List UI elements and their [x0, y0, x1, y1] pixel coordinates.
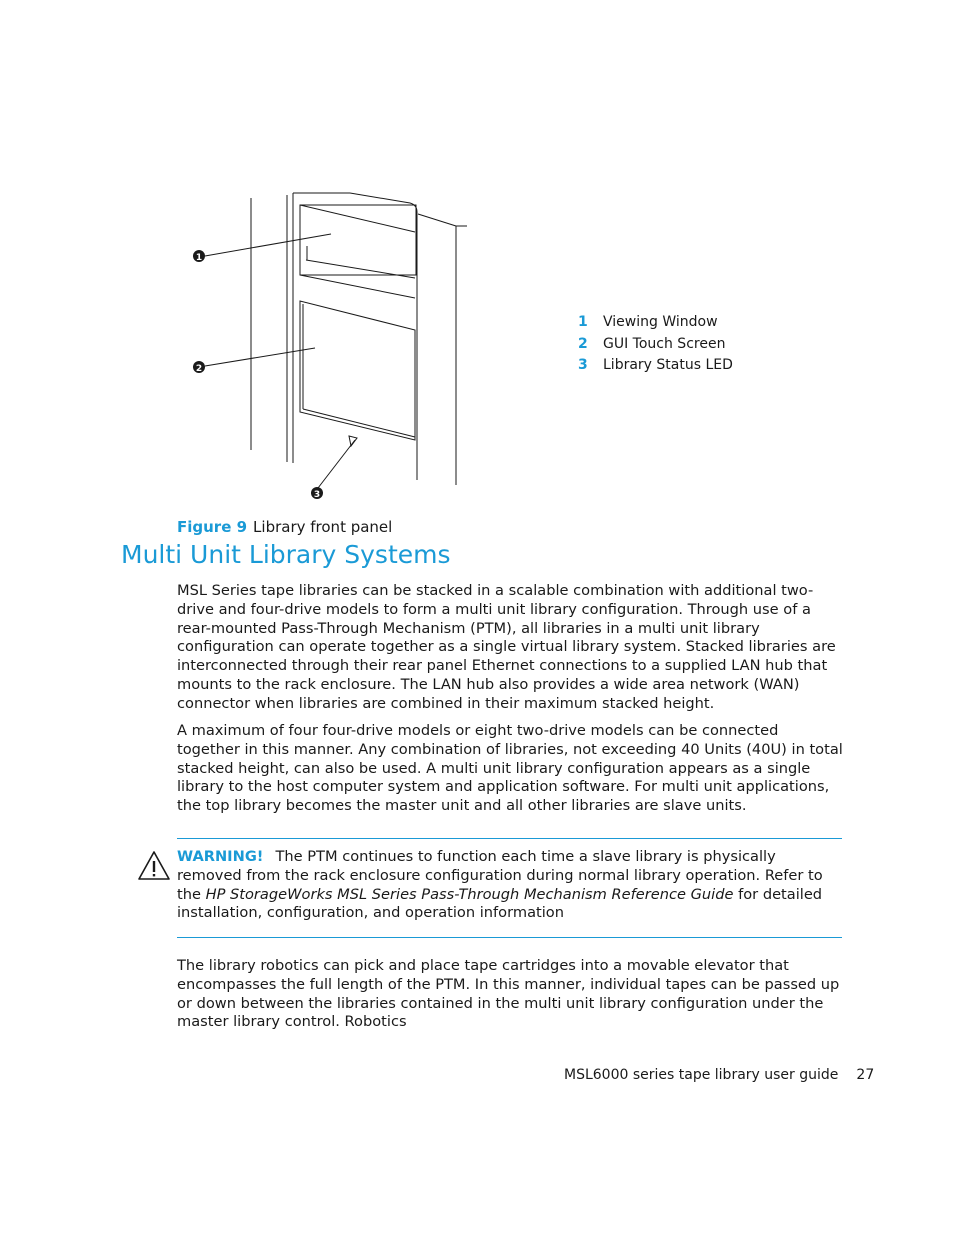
body-paragraph-1: MSL Series tape libraries can be stacked in a scalable combination with additional two-drive and four-drive models to form a multi unit library configuration. Through use of a rear-mounted Pass-Through Mechanism (PTM), all libraries in a multi unit library configuration can operate together as a single virtual library system. Stacked libraries are interconnected through their rear panel Ethernet connections to a supplied LAN hub that mounts to the rack enclosure. The LAN hub also provides a wide area network (WAN) connector when libraries are combined in their maximum stacked height. — [177, 582, 836, 712]
body-paragraph-3: The library robotics can pick and place tape cartridges into a movable elevator that encompasses the full length of the PTM. In this manner, individual tapes can be passed up or down between the libraries contained in the multi unit library configuration under the master library control. Robotics — [177, 957, 840, 1031]
legend-label: GUI Touch Screen — [603, 335, 726, 352]
warning-label: WARNING! — [177, 848, 264, 865]
legend-label: Library Status LED — [603, 357, 733, 373]
warning-top-divider — [177, 838, 842, 839]
legend-item-library-status-led — [578, 355, 733, 377]
legend-number: 3 — [578, 357, 588, 373]
warning-text-after: for detailed installation, configuration, and operation information — [177, 885, 823, 922]
page-footer — [564, 1067, 874, 1083]
warning-bottom-divider — [177, 937, 842, 938]
figure-caption-text: Library front panel — [253, 518, 393, 536]
callout-3-icon — [311, 487, 323, 500]
library-front-panel-figure — [180, 185, 480, 505]
legend-number: 2 — [578, 335, 588, 352]
svg-text:2: 2 — [195, 364, 203, 374]
legend-item-viewing-window — [578, 312, 733, 334]
warning-text-before: The PTM continues to function each time a slave library is physically removed from the rack enclosure configuration during normal library operation. Refer to the — [177, 848, 823, 903]
callout-1-icon — [193, 250, 205, 263]
legend-label: Viewing Window — [603, 314, 718, 330]
svg-text:3: 3 — [313, 490, 321, 500]
figure-caption — [177, 518, 392, 536]
legend-item-gui-touch-screen — [578, 334, 733, 356]
figure-legend — [578, 312, 733, 377]
body-paragraph-2: A maximum of four four-drive models or eight two-drive models can be connected together in this manner. Any combination of libraries, not exceeding 40 Units (40U) in total stacked height, can also be used. A multi unit library configuration appears as a single library to the host computer system and application software. For multi unit applications, the top library becomes the master unit and all other libraries are slave units. — [177, 722, 843, 815]
footer-guide-name: MSL6000 series tape library user guide — [564, 1067, 839, 1083]
front-panel-illustration — [180, 185, 480, 505]
page-number: 27 — [856, 1067, 875, 1083]
figure-label: Figure 9 — [177, 518, 248, 536]
legend-number: 1 — [578, 314, 588, 330]
section-heading: Multi Unit Library Systems — [121, 540, 451, 569]
warning-notice — [177, 848, 843, 923]
warning-triangle-icon — [137, 850, 171, 882]
callout-2-icon — [193, 361, 205, 374]
reference-guide-title: HP StorageWorks MSL Series Pass-Through Mechanism Reference Guide — [205, 885, 734, 903]
svg-text:1: 1 — [195, 253, 203, 263]
